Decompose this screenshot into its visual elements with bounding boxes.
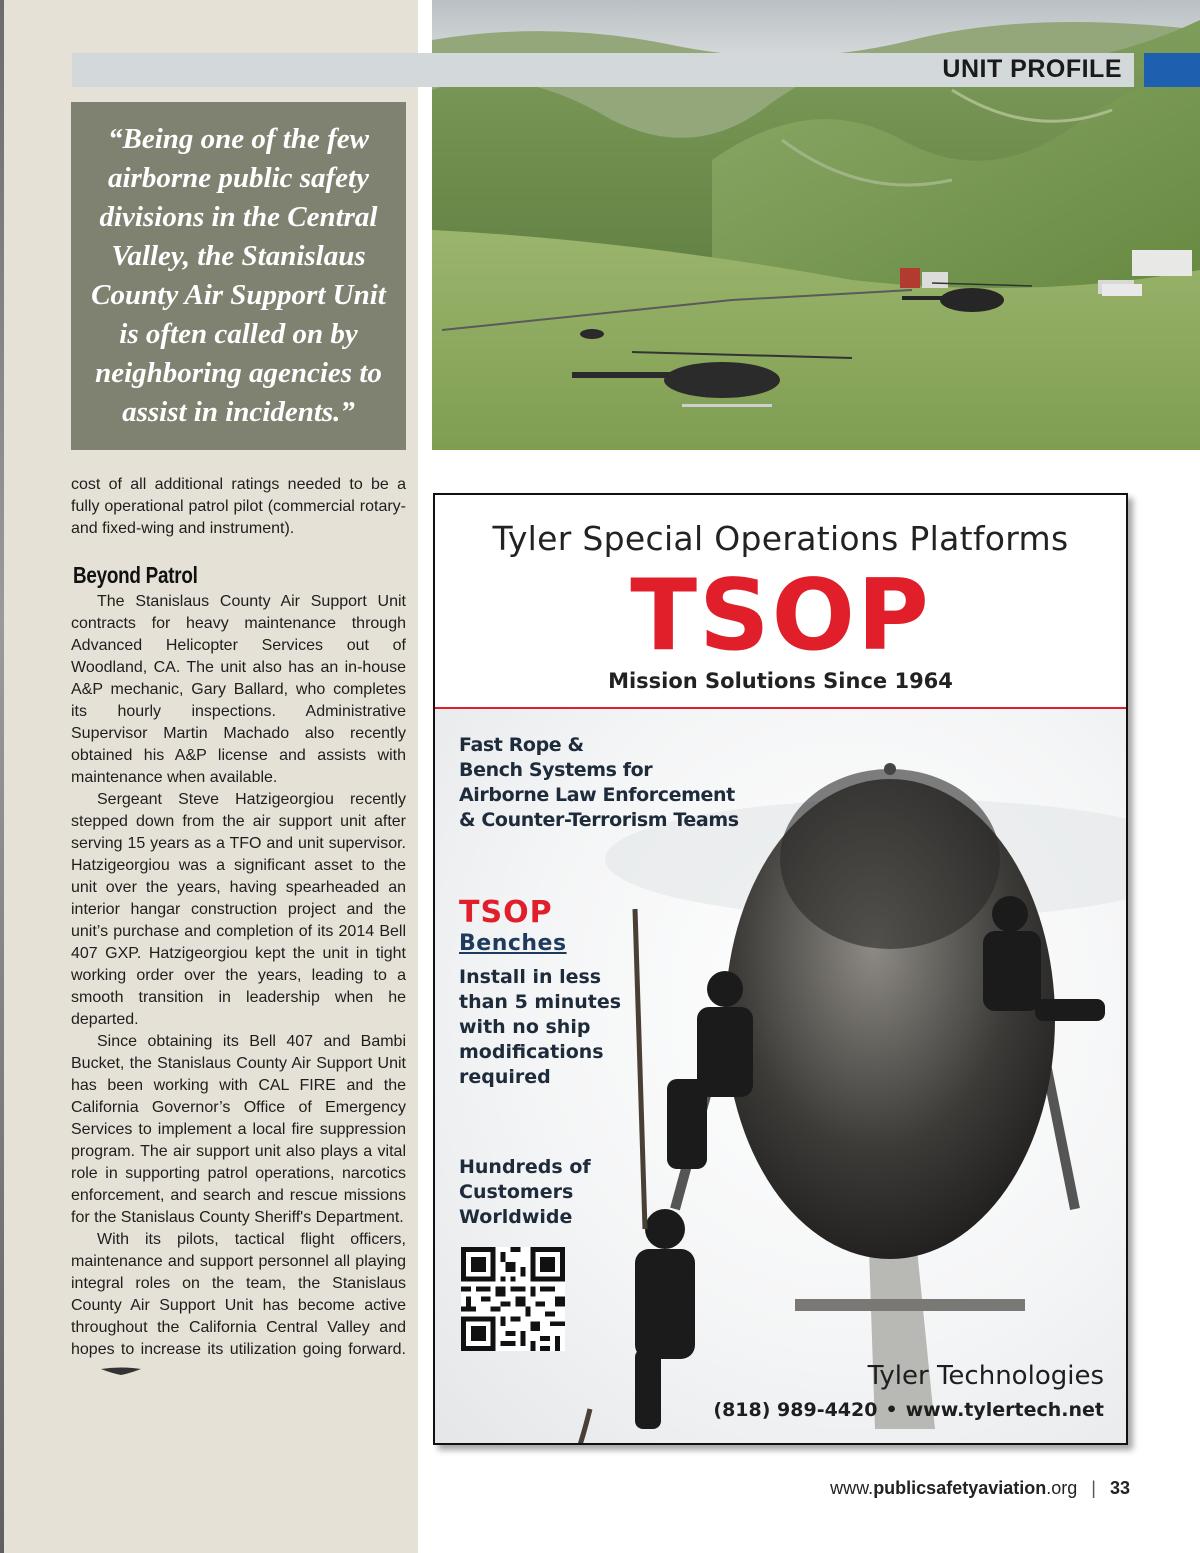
ad-customers-line: Customers <box>459 1181 574 1203</box>
article-paragraph: Sergeant Steve Hatzigeorgiou recently stepped down from the air support unit after serving 15 years as a TFO and unit supervisor. Hatzigeorgiou was a significant asset to the unit over the years, having spearheaded an interior hangar construction project and the unit’s purchase and completion of its 2014 Bell 407 GXP. Hatzigeorgiou kept the unit in tight working order over the years, leading to a smooth transition in leadership when he departed. <box>71 791 406 1028</box>
article-paragraph: The Stanislaus County Air Support Unit contracts for heavy maintenance through Advanced Helicopter Services out of Woodland, CA. The unit also has an in-house A&P mechanic, Gary Ballard, who completes its hourly inspections. Administrative Supervisor Martin Machado also recently obtained his A&P license and assists with maintenance when available. <box>71 593 406 786</box>
article-intro-paragraph: cost of all additional ratings needed to be a fully operational patrol pilot (commercial rotary- and fixed-wing and instrument). <box>71 476 406 537</box>
article-paragraph: Since obtaining its Bell 407 and Bambi Bucket, the Stanislaus County Air Support Unit has been working with CAL FIRE and the California Governor’s Office of Emergency Services to implement a local fire suppression program. The air support unit also plays a vital role in supporting patrol operations, narcotics enforcement, and search and rescue missions for the Stanislaus County Sheriff's Department. <box>71 1033 406 1226</box>
ad-install-line: modifications <box>459 1041 604 1063</box>
page-footer <box>830 1478 1130 1499</box>
ad-install-line: than 5 minutes <box>459 991 622 1013</box>
section-header-band <box>72 53 1134 87</box>
section-label: UNIT PROFILE <box>942 55 1122 83</box>
ad-install-line: Install in less <box>459 966 602 988</box>
ad-tagline-line: Fast Rope & <box>459 734 584 756</box>
pull-quote-text: “Being one of the few airborne public safety divisions in the Central Valley, the Stanislaus County Air Support Unit is often called on by neighboring agencies to assist in incidents.” <box>91 123 386 428</box>
ad-contact-line <box>713 1399 1104 1421</box>
section-heading: Beyond Patrol <box>73 562 198 588</box>
footer-site-prefix: www. <box>830 1478 874 1498</box>
footer-website-link[interactable] <box>830 1478 1077 1498</box>
qr-code-icon[interactable] <box>461 1247 565 1356</box>
article-paragraph-last <box>71 1229 406 1383</box>
end-of-article-icon <box>75 1361 141 1383</box>
ad-tagline-line: Bench Systems for <box>459 759 653 781</box>
page-number: 33 <box>1109 1478 1130 1498</box>
ad-customers-line: Worldwide <box>459 1206 573 1228</box>
footer-site-suffix: .org <box>1046 1478 1078 1498</box>
page-binding-edge <box>0 0 4 1553</box>
footer-divider: | <box>1091 1478 1096 1498</box>
ad-customers-note <box>459 1155 659 1230</box>
article-body <box>71 591 406 1383</box>
pull-quote <box>71 102 406 450</box>
ad-since: Mission Solutions Since 1964 <box>608 669 953 693</box>
ad-contact-separator: • <box>885 1399 898 1421</box>
ad-title: Tyler Special Operations Platforms <box>492 519 1069 558</box>
ad-tagline <box>459 733 779 833</box>
ad-customers-line: Hundreds of <box>459 1156 591 1178</box>
ad-tagline-line: Airborne Law Enforcement <box>459 784 735 806</box>
ad-tagline-line: & Counter-Terrorism Teams <box>459 809 739 831</box>
ad-product-name: Benches <box>459 931 567 956</box>
ad-product-brand: TSOP <box>459 895 553 930</box>
advertisement-tsop[interactable] <box>433 493 1128 1445</box>
ad-install-line: required <box>459 1066 551 1088</box>
helicopter-distant-icon <box>580 329 604 339</box>
ad-company-name: Tyler Technologies <box>867 1361 1104 1391</box>
ad-website-link[interactable]: www.tylertech.net <box>905 1399 1104 1421</box>
article-paragraph-text: With its pilots, tactical flight officers, maintenance and support personnel all playing integral roles on the team, the Stanislaus County Air Support Unit has become active throughout the California Central Valley and hopes to increase its utilization going forward. <box>71 1231 406 1358</box>
article-intro <box>71 474 406 540</box>
section-header-accent <box>1144 53 1200 87</box>
footer-site-main: publicsafetyaviation <box>873 1478 1047 1498</box>
ad-install-note <box>459 965 659 1090</box>
ad-install-line: with no ship <box>459 1016 591 1038</box>
ad-phone[interactable]: (818) 989-4420 <box>713 1399 878 1421</box>
ad-brand: TSOP <box>630 559 931 673</box>
